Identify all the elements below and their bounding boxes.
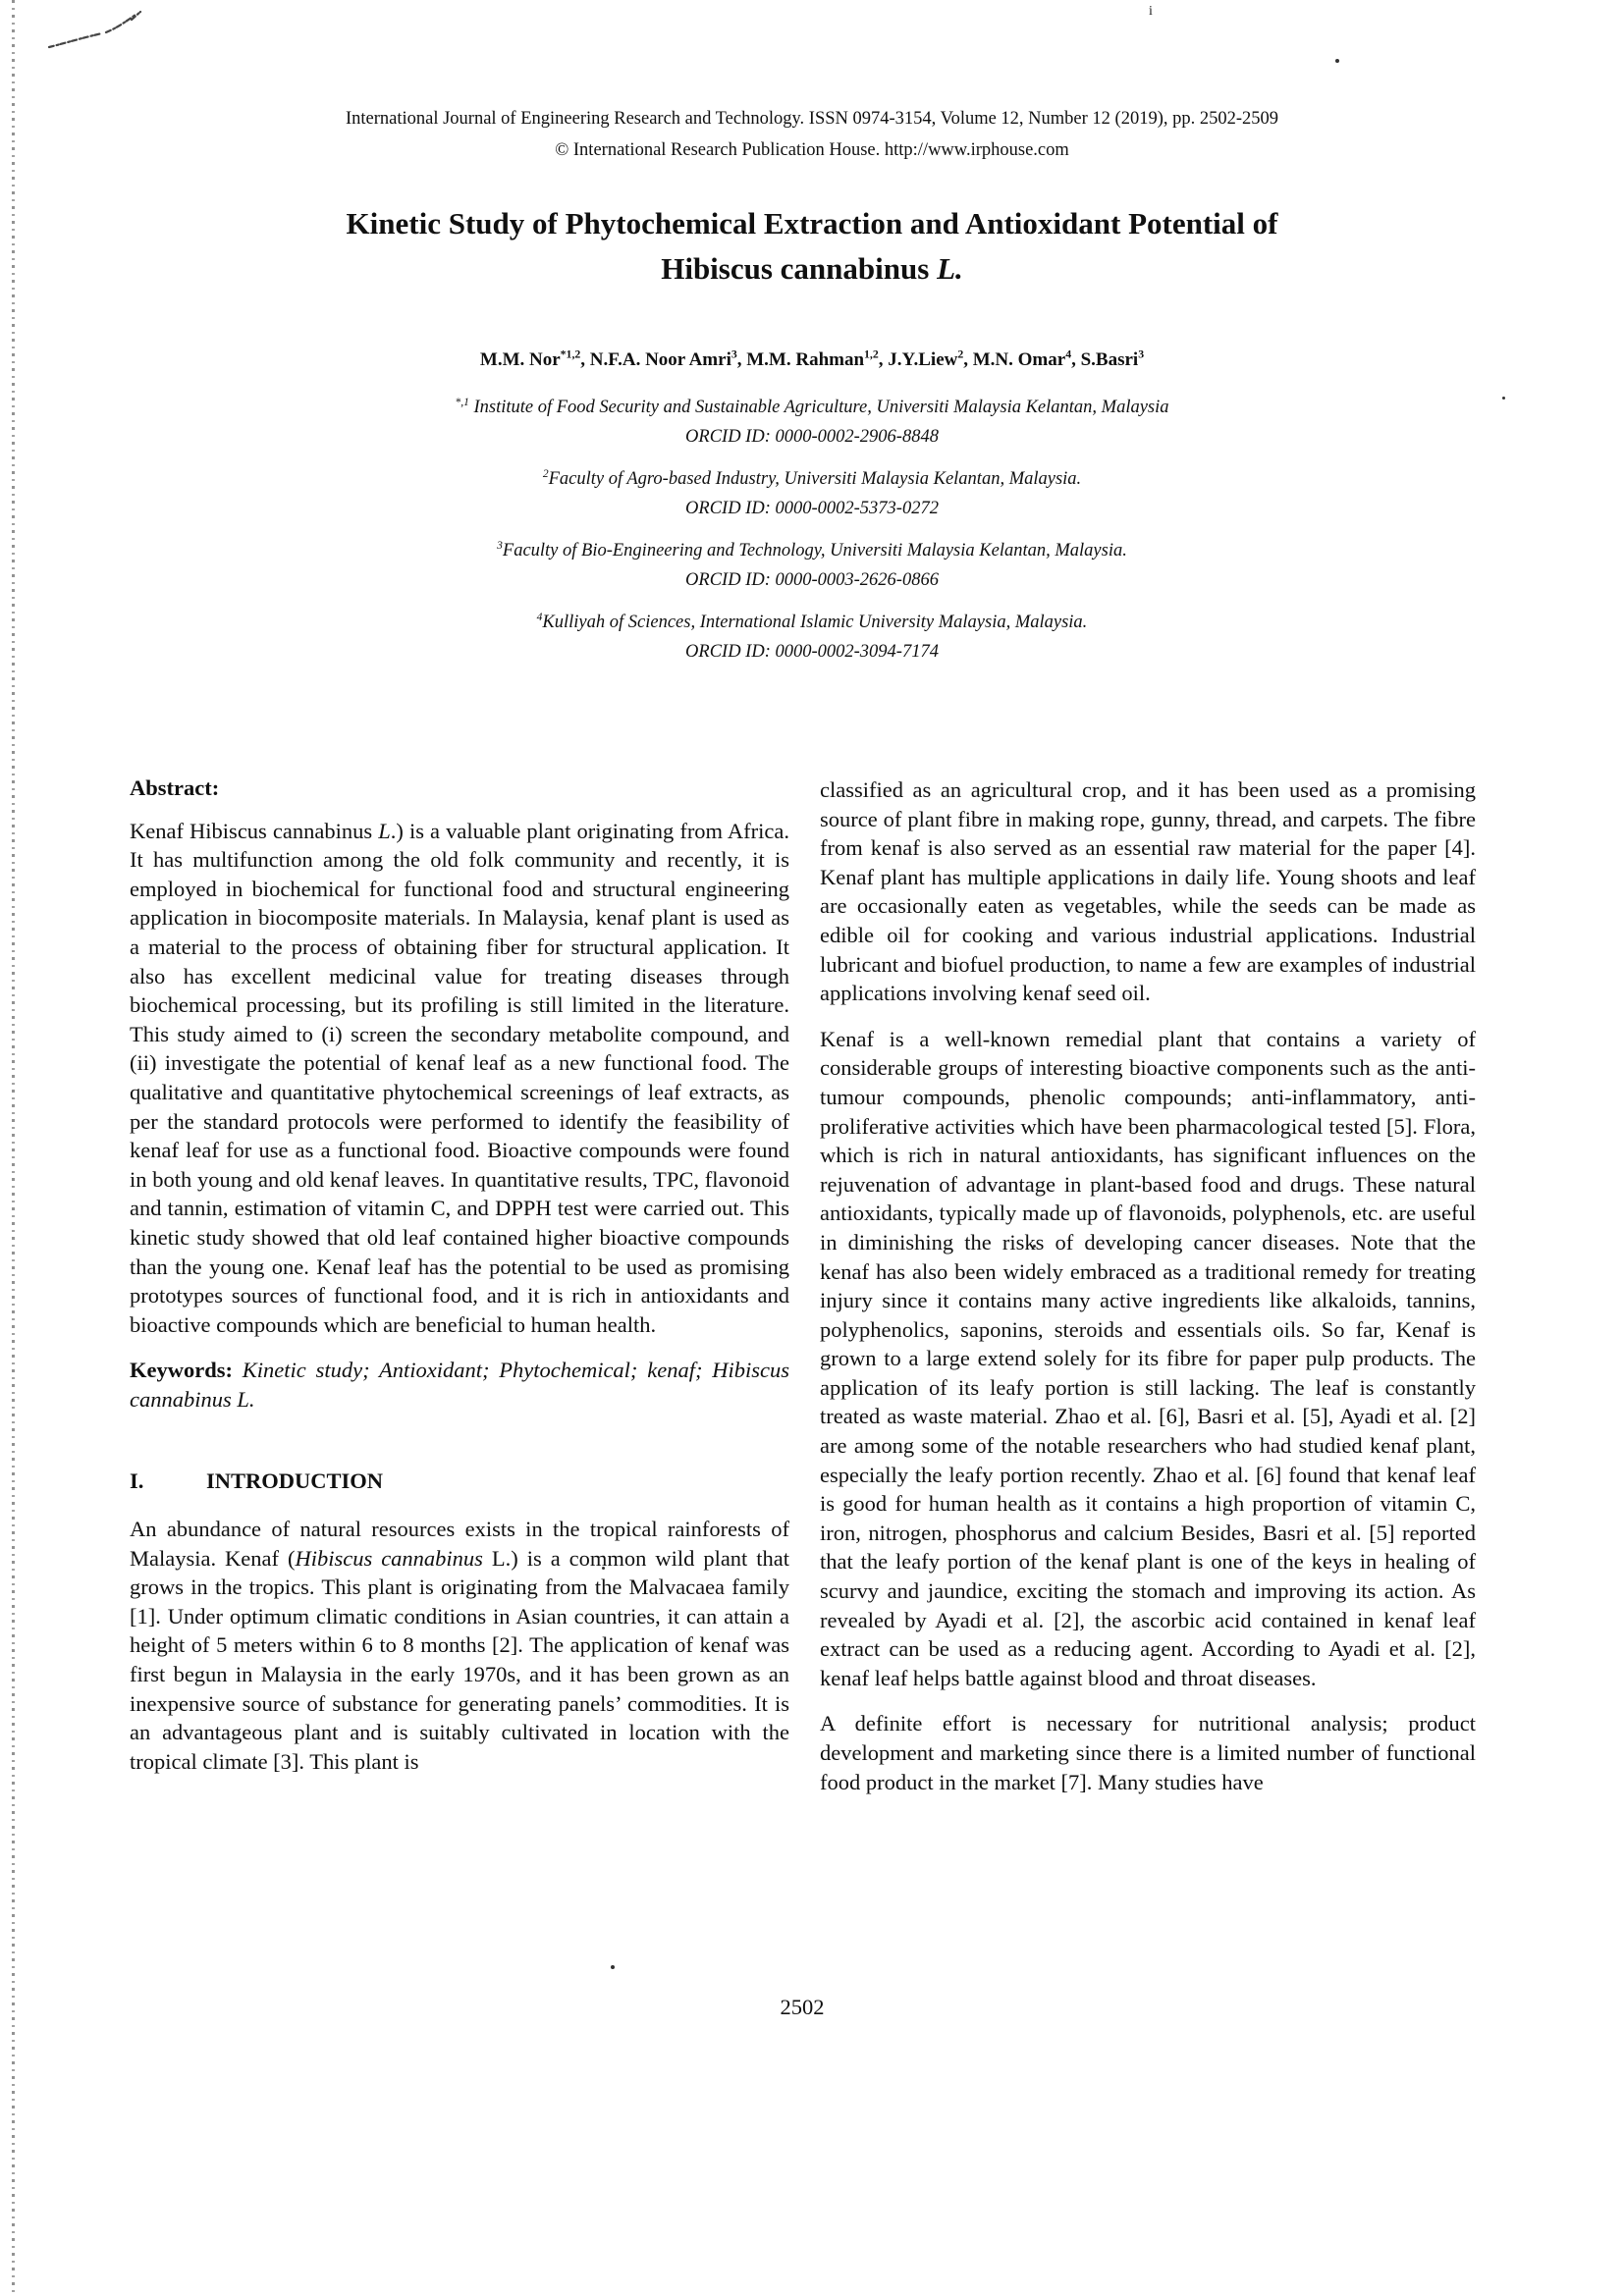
pen-scribble-artifact bbox=[45, 6, 163, 55]
article-title bbox=[0, 201, 1624, 292]
affiliation-1-orcid: ORCID ID: 0000-0002-2906-8848 bbox=[685, 427, 939, 447]
affiliation-3 bbox=[0, 536, 1624, 595]
affiliation-4 bbox=[0, 608, 1624, 667]
affiliation-1 bbox=[0, 393, 1624, 452]
author-list: M.M. Nor$^{*1,2}$, N.F.A. Noor Amri$^3$, M.M. Rahman$^{1,2}$, J.Y.Liew$^2$, M.N. Omar$^4$, S.Basri$^3$ bbox=[479, 347, 1145, 370]
introduction-heading bbox=[130, 1467, 789, 1496]
affiliation-2 bbox=[0, 464, 1624, 523]
affiliations bbox=[0, 393, 1624, 679]
scan-mark-artifact: i bbox=[1149, 4, 1153, 19]
right-column bbox=[820, 775, 1476, 1813]
abstract-paragraph: Kenaf Hibiscus cannabinus L.) is a valuable plant originating from Africa. It has multifunction among the old folk community and recently, it is employed in biochemical for functional food and structural engineering application in biocomposite materials. In Malaysia, kenaf plant is used as a material to the process of obtaining fiber for structural application. It also has excellent medicinal value for treating diseases through biochemical processing, but its profiling is still limited in the literature. This study aimed to (i) screen the secondary metabolite compound, and (ii) investigate the potential of kenaf leaf as a new functional food. The qualitative and quantitative phytochemical screenings of leaf extracts, as per the standard protocols were performed to identify the feasibility of kenaf leaf for use as a functional food. Bioactive compounds were found in both young and old kenaf leaves. In quantitative results, TPC, flavonoid and tannin, estimation of vitamin C, and DPPH test were carried out. This kinetic study showed that old leaf contained higher bioactive compounds than the young one. Kenaf leaf has the potential to be used as promising prototypes sources of functional food, and it is rich in antioxidants and bioactive compounds which are beneficial to human health. bbox=[130, 818, 789, 1337]
page-number: 2502 bbox=[780, 1995, 825, 2019]
article-title-line1: Kinetic Study of Phytochemical Extraction and Antioxidant Potential of bbox=[346, 206, 1278, 240]
scan-speck bbox=[611, 1965, 615, 1969]
abstract-heading: Abstract: bbox=[130, 775, 220, 800]
affiliation-2-text: $^2$Faculty of Agro-based Industry, Universiti Malaysia Kelantan, Malaysia. bbox=[542, 467, 1082, 489]
right-column-paragraph-1: classified as an agricultural crop, and it has been used as a promising source of plant fibre in making rope, gunny, thread, and carpets. The fibre from kenaf is also served as an essential raw material for the paper [4]. Kenaf plant has multiple applications in daily life. Young shoots and leaf are occasionally eaten as vegetables, while the seeds can be made as edible oil for cooking and various industrial applications. Industrial lubricant and biofuel production, to name a few are examples of industrial applications involving kenaf seed oil. bbox=[820, 777, 1476, 1006]
section-title: INTRODUCTION bbox=[206, 1468, 384, 1494]
journal-header-line1: International Journal of Engineering Research and Technology. ISSN 0974-3154, Volume 12, Number 12 (2019), pp. 2502-2509 bbox=[345, 109, 1279, 129]
affiliation-1-text: $^{*,1}$ Institute of Food Security and Sustainable Agriculture, Universiti Malaysia Kelantan, Malaysia bbox=[455, 396, 1169, 417]
right-column-paragraph-3: A definite effort is necessary for nutritional analysis; product development and marketing since there is a limited number of functional food product in the market [7]. Many studies have bbox=[820, 1711, 1476, 1794]
affiliation-3-text: $^3$Faculty of Bio-Engineering and Technology, Universiti Malaysia Kelantan, Malaysia. bbox=[497, 539, 1127, 561]
article-title-line2: Hibiscus cannabinus L. bbox=[661, 251, 963, 286]
right-column-paragraph-2: Kenaf is a well-known remedial plant that contains a variety of considerable groups of interesting bioactive components such as the anti-tumour compounds, phenolic compounds; anti-inflammatory, anti-proliferative activities which have been pharmacological tested [5]. Flora, which is rich in natural antioxidants, has significant influences on the rejuvenation of advantage in plant-based food and drugs. These natural antioxidants, typically made up of flavonoids, polyphenols, etc. are useful in diminishing the risks of developing cancer diseases. Note that the kenaf has also been widely embraced as a traditional remedy for treating injury since it contains many active ingredients like alkaloids, tannins, polyphenolics, saponins, steroids and essentials oils. So far, Kenaf is grown to a large extend solely for its fibre for paper pulp products. The application of its leafy portion is still lacking. The leaf is constantly treated as waste material. Zhao et al. [6], Basri et al. [5], Ayadi et al. [2] are among some of the notable researchers who had studied kenaf plant, especially the leafy portion recently. Zhao et al. [6] found that kenaf leaf is good for human health as it contains a high proportion of vitamin C, iron, nitrogen, phosphorus and calcium Besides, Basri et al. [5] reported that the leafy portion of the kenaf plant is one of the keys in healing of scurvy and jaundice, exciting the stomach and improving its action. As revealed by Ayadi et al. [2], the ascorbic acid contained in kenaf leaf extract can be used as a reducing agent. According to Ayadi et al. [2], kenaf leaf helps battle against blood and throat diseases. bbox=[820, 1026, 1476, 1690]
keywords-line: Keywords: Kinetic study; Antioxidant; Phytochemical; kenaf; Hibiscus cannabinus L. bbox=[130, 1358, 789, 1412]
journal-header bbox=[0, 103, 1624, 166]
scan-edge-artifact bbox=[12, 0, 15, 2296]
affiliation-4-orcid: ORCID ID: 0000-0002-3094-7174 bbox=[685, 642, 939, 662]
affiliation-4-text: $^4$Kulliyah of Sciences, International Islamic University Malaysia, Malaysia. bbox=[536, 611, 1088, 632]
affiliation-2-orcid: ORCID ID: 0000-0002-5373-0272 bbox=[685, 499, 939, 518]
journal-header-line2: © International Research Publication House. http://www.irphouse.com bbox=[555, 140, 1069, 160]
affiliation-3-orcid: ORCID ID: 0000-0003-2626-0866 bbox=[685, 570, 939, 590]
introduction-paragraph: An abundance of natural resources exists in the tropical rainforests of Malaysia. Kenaf (Hibiscus cannabinus L.) is a common wild plant that grows in the tropics. This plant is originating from the Malvacaea family [1]. Under optimum climatic conditions in Asian countries, it can attain a height of 5 meters within 6 to 8 months [2]. The application of kenaf was first begun in Malaysia in the early 1970s, and it has been grown as an inexpensive source of substance for generating panels’ commodities. It is an advantageous plant and is suitably cultivated in location with the tropical climate [3]. This plant is bbox=[130, 1517, 790, 1774]
scan-speck bbox=[1335, 59, 1339, 63]
section-numeral: I. bbox=[130, 1468, 144, 1494]
left-column bbox=[130, 774, 789, 1792]
